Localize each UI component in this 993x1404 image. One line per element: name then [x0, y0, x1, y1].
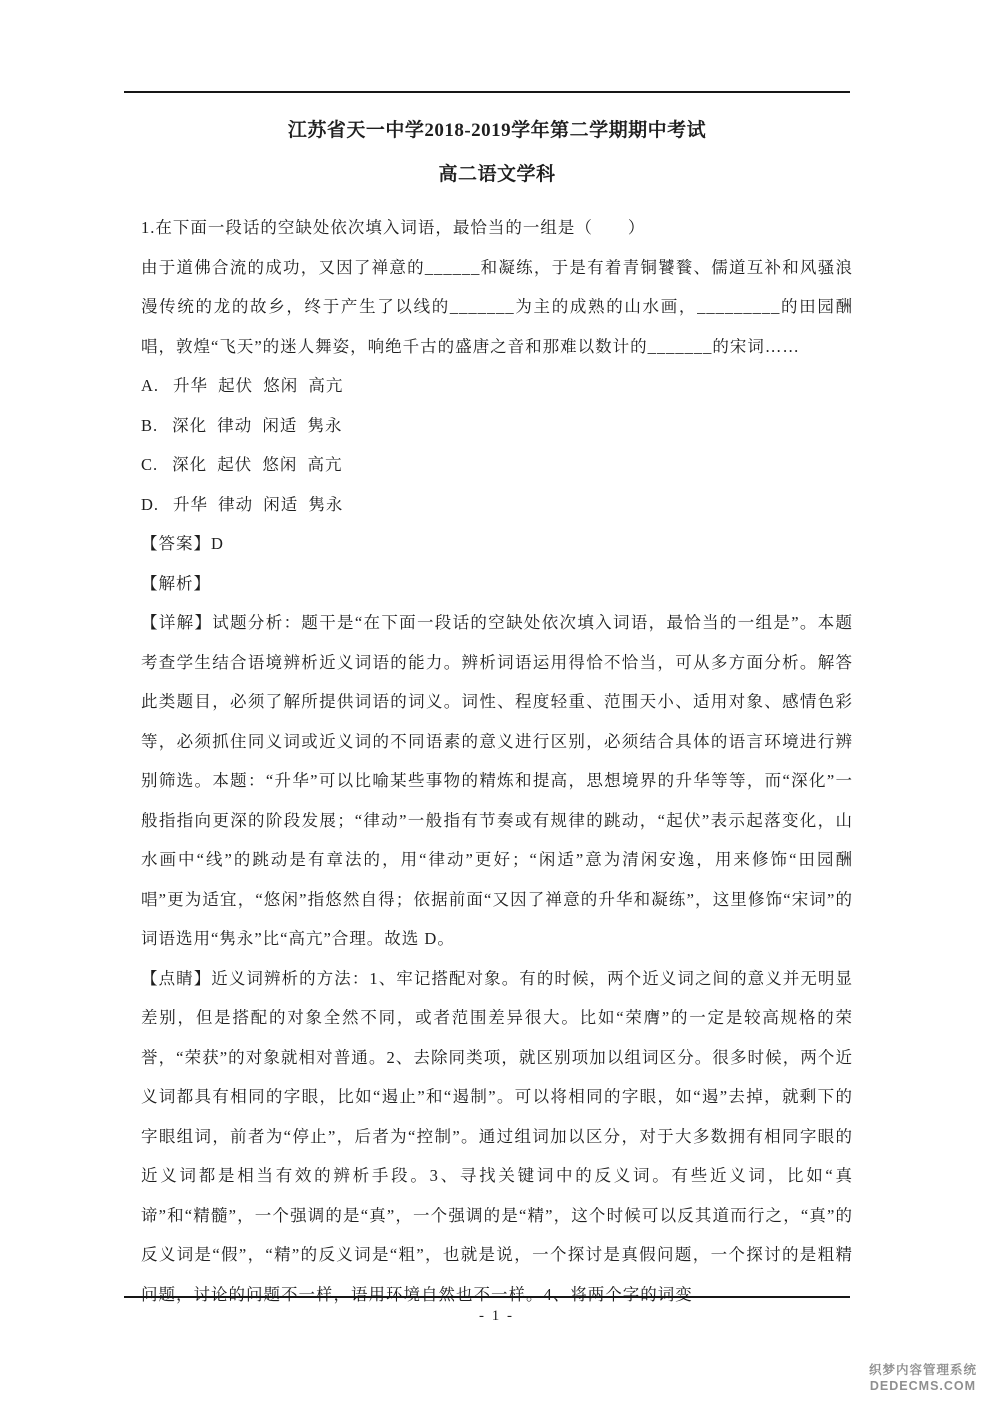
question-stem: 1.在下面一段话的空缺处依次填入词语，最恰当的一组是（ ） — [141, 218, 646, 237]
option-c — [141, 445, 853, 485]
options-list — [141, 366, 853, 524]
answer-label: 【答案】 — [141, 534, 211, 553]
detail-paragraph: 【详解】试题分析：题干是“在下面一段话的空缺处依次填入词语，最恰当的一组是”。本题考查学生结合语境辨析近义词语的能力。辨析词语运用得恰不恰当，可从多方面分析。解答此类题目，必须了解所提供词语的词义。词性、程度轻重、范围天小、适用对象、感情色彩等，必须抓住同义词或近义词的不同语素的意义进行区别，必须结合具体的语言环境进行辨别筛选。本题：“升华”可以比喻某些事物的精炼和提高，思想境界的升华等等，而“深化”一般指指向更深的阶段发展；“律动”一般指有节奏或有规律的跳动，“起伏”表示起落变化，山水画中“线”的跳动是有章法的，用“律动”更好；“闲适”意为清闲安逸，用来修饰“田园酬唱”更为适宜，“悠闲”指悠然自得；依据前面“又因了禅意的升华和凝练”，这里修饰“宋词”的词语选用“隽永”比“高亢”合理。故选 D。 — [141, 613, 853, 948]
option-b — [141, 406, 853, 446]
document-content — [141, 118, 853, 1314]
page-number: - 1 - — [479, 1308, 514, 1324]
exam-title: 江苏省天一中学2018-2019学年第二学期期中考试 — [287, 120, 707, 141]
answer-line — [141, 524, 853, 564]
option-b-text: 深化 律动 闲适 隽永 — [172, 415, 343, 435]
footer-rule — [124, 1296, 850, 1298]
option-d-text: 升华 律动 闲适 隽永 — [173, 494, 344, 514]
watermark — [869, 1362, 977, 1394]
watermark-line2: DEDECMS.COM — [869, 1379, 977, 1393]
option-c-text: 深化 起伏 悠闲 高亢 — [172, 455, 343, 474]
analysis-heading: 【解析】 — [141, 573, 211, 593]
watermark-line1: 织梦内容管理系统 — [868, 1363, 977, 1377]
tip-paragraph: 【点睛】近义词辨析的方法：1、牢记搭配对象。有的时候，两个近义词之间的意义并无明显差别，但是搭配的对象全然不同，或者范围差异很大。比如“荣膺”的一定是较高规格的荣誉，“荣获”的对象就相对普通。2、去除同类项，就区别项加以组词区分。很多时候，两个近义词都具有相同的字眼，比如“遏止”和“遏制”。可以将相同的字眼，如“遏”去掉，就剩下的字眼组词，前者为“停止”，后者为“控制”。通过组词加以区分，对于大多数拥有相同字眼的近义词都是相当有效的辨析手段。3、寻找关键词中的反义词。有些近义词，比如“真谛”和“精髓”，一个强调的是“真”，一个强调的是“精”，这个时候可以反其道而行之，“真”的反义词是“假”，“精”的反义词是“粗”，也就是说，一个探讨是真假问题，一个探讨的是粗精问题，讨论的问题不一样，语用环境自然也不一样。4、将两个字的词变 — [141, 968, 853, 1304]
option-a — [141, 366, 853, 406]
option-a-label: A. — [141, 376, 160, 395]
exam-subtitle: 高二语文学科 — [438, 164, 556, 185]
header-rule — [124, 91, 850, 93]
option-b-label: B. — [141, 415, 159, 435]
option-c-label: C. — [141, 455, 159, 474]
option-d-label: D. — [141, 494, 160, 514]
answer-value: D — [211, 534, 224, 553]
option-d — [141, 485, 853, 525]
question-passage: 由于道佛合流的成功，又因了禅意的______和凝练，于是有着青铜饕餮、儒道互补和风骚浪漫传统的龙的故乡，终于产生了以线的_______为主的成熟的山水画，_________的田园酬唱，敦煌“飞天”的迷人舞姿，响绝千古的盛唐之音和那难以数计的_______的宋词…… — [141, 257, 853, 356]
option-a-text: 升华 起伏 悠闲 高亢 — [173, 376, 344, 395]
